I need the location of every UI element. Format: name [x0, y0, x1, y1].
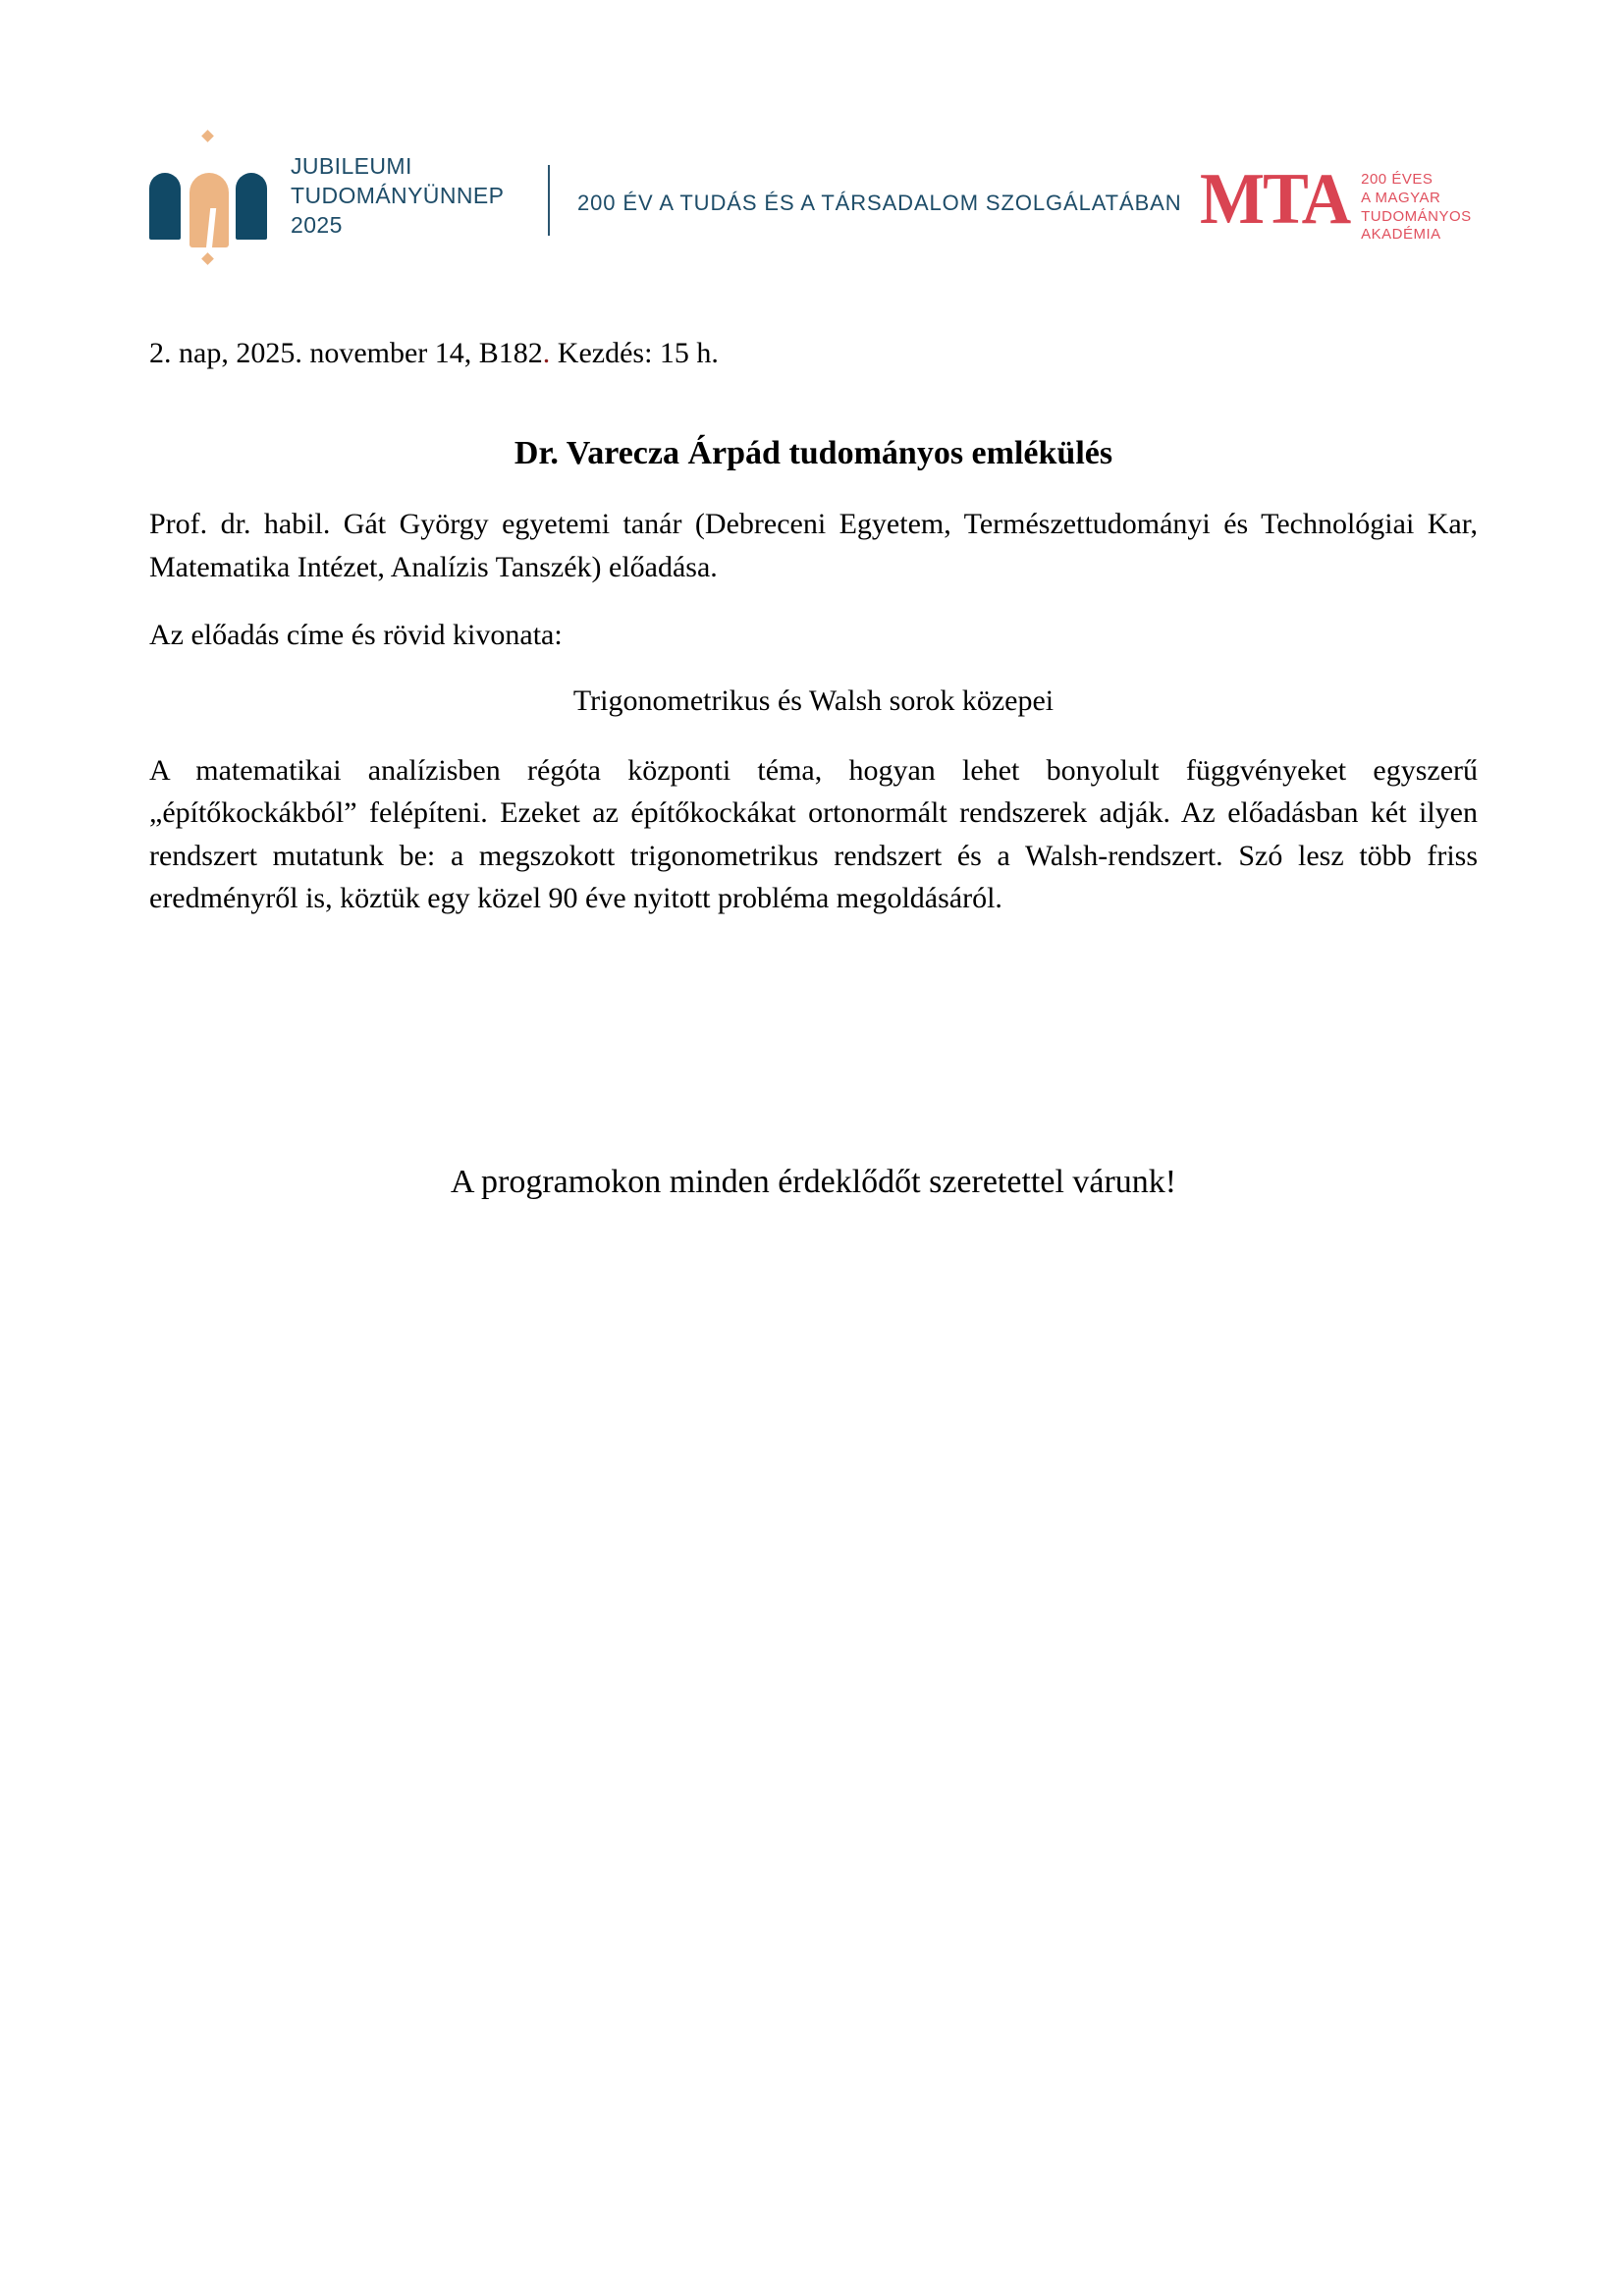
mta-wordmark: MTA: [1200, 159, 1350, 241]
mta-subtitle-line-4: AKADÉMIA: [1361, 226, 1441, 244]
three-arches-icon: [149, 143, 269, 249]
event-date-suffix: Kezdés: 15 h.: [550, 337, 719, 369]
document-content: [149, 334, 1478, 920]
header-tagline: 200 ÉV A TUDÁS ÉS A TÁRSADALOM SZOLGÁLATÁBAN: [577, 191, 1182, 215]
mta-subtitle: [1361, 171, 1472, 245]
jubilee-logo-line-1: JUBILEUMI: [291, 153, 412, 180]
mta-subtitle-line-2: A MAGYAR: [1361, 189, 1441, 206]
jubilee-logo-text: [291, 152, 504, 241]
diamond-bottom-icon: [201, 252, 214, 265]
abstract-paragraph: A matematikai analízisben régóta központi téma, hogyan lehet bonyolult függvényeket egyszerű „építőkockákból” felépíteni. Ezeket az építőkockákat ortonormált rendszerek adják. Az előadásban két ilyen rendszert mutatunk be: a megszokott trigonometrikus rendszert és a Walsh-rendszert. Szó lesz több friss eredményről is, köztük egy közel 90 éve nyitott probléma megoldásáról.: [149, 753, 1478, 915]
arch-right-icon: [236, 173, 267, 240]
header-vertical-divider: [548, 165, 550, 236]
event-date-red-dot: .: [542, 337, 551, 369]
closing-invitation: A programokon minden érdeklődőt szeretettel várunk!: [450, 1164, 1177, 1200]
event-date-prefix: 2. nap, 2025. november 14, B182: [149, 337, 543, 369]
event-date-line: [149, 334, 1478, 374]
document-header: [0, 0, 1623, 295]
mta-subtitle-line-3: TUDOMÁNYOS: [1361, 207, 1472, 225]
abstract-intro-line: Az előadás címe és rövid kivonata:: [149, 619, 563, 652]
speaker-paragraph: Prof. dr. habil. Gát György egyetemi tanár (Debreceni Egyetem, Természettudományi és Technológiai Kar, Matematika Intézet, Analízis Tanszék) előadása.: [149, 508, 1478, 583]
lecture-title: Trigonometrikus és Walsh sorok közepei: [572, 683, 1055, 717]
mta-logo: [1200, 159, 1472, 246]
jubilee-logo-line-2: TUDOMÁNYÜNNEP: [291, 183, 505, 209]
mta-subtitle-line-1: 200 ÉVES: [1361, 171, 1434, 188]
memorial-session-title: Dr. Varecza Árpád tudományos emlékülés: [514, 434, 1113, 471]
arch-left-icon: [149, 173, 181, 240]
jubilee-logo-line-3: 2025: [291, 211, 343, 238]
closing-block: [149, 1159, 1478, 1206]
arch-middle-book-icon: [189, 173, 229, 247]
diamond-top-icon: [201, 130, 214, 142]
jubileumi-tudomanyunnep-logo: [149, 137, 504, 255]
